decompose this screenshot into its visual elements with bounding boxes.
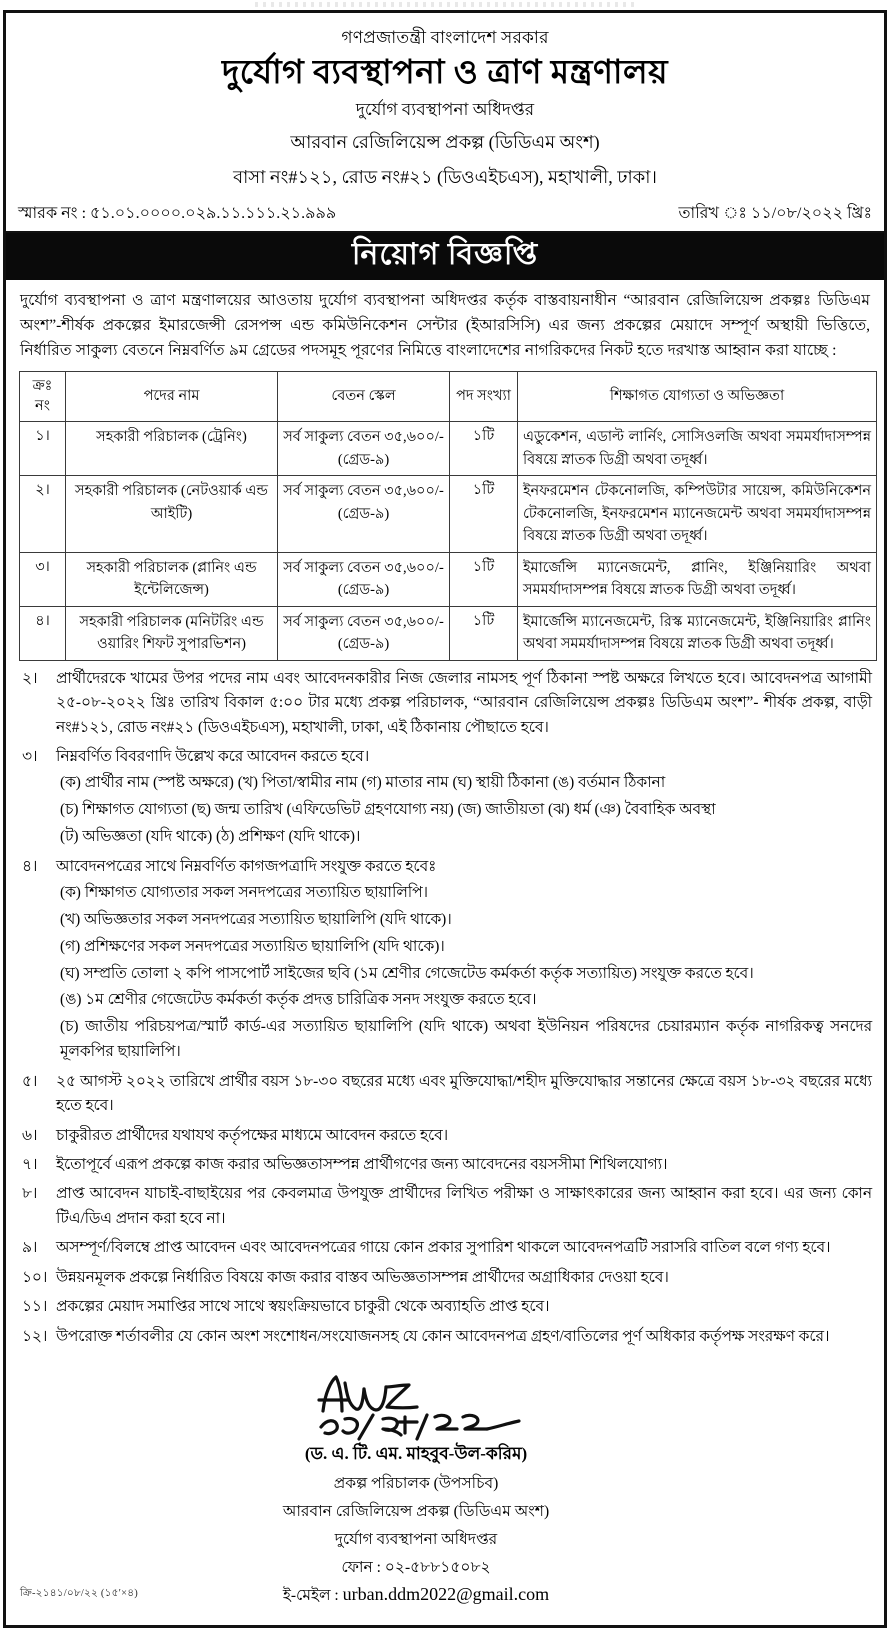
clause-number: ১০।: [22, 1268, 48, 1286]
clause-text: প্রাপ্ত আবেদন যাচাই-বাছাইয়ের পর কেবলমাত্র উপযুক্ত প্রার্থীদের লিখিত পরীক্ষা ও সাক্ষাৎকারের জন্য আহ্বান করা হবে। এর জন্য কোন টিএ/ডিএ প্রদান করা হবে না।: [56, 1185, 872, 1227]
scan-smudge: [255, 2, 635, 7]
contact-email-label: ই-মেইল :: [282, 1587, 343, 1605]
clause-item: [18, 1295, 872, 1319]
clause-item: [18, 1266, 872, 1290]
handwritten-signature: [18, 1367, 814, 1441]
cell-salary-scale: সর্ব সাকুল্য বেতন ৩৫,৬০০/- (গ্রেড-৯): [278, 606, 450, 660]
clause-number: ৪।: [22, 857, 38, 875]
cell-serial: ৩।: [20, 552, 66, 606]
column-header-qualification: শিক্ষাগত যোগ্যতা ও অভিজ্ঞতা: [518, 372, 877, 422]
contact-phone: ফোন : ০২-৫৮৮১৫০৮২: [341, 1559, 491, 1577]
table-row: [20, 476, 877, 552]
cell-post-name: সহকারী পরিচালক (মনিটরিং এন্ড ওয়ারিং শিফট সুপারভিশন): [66, 606, 278, 660]
clause-text: নিম্নবর্ণিত বিবরণাদি উল্লেখ করে আবেদন করতে হবে।: [56, 748, 370, 766]
office-address: বাসা নং#১২১, রোড নং#২১ (ডিওএইচএস), মহাখালী, ঢাকা।: [233, 166, 657, 187]
table-row: [20, 552, 877, 606]
clause-number: ১২।: [22, 1327, 48, 1345]
clause-item: [18, 667, 872, 740]
column-header-vacancy-count: পদ সংখ্যা: [450, 372, 518, 422]
clause-number: ২।: [22, 669, 38, 687]
posts-table-body: [20, 422, 877, 660]
clause-number: ৬।: [22, 1126, 38, 1144]
clause-number: ৯।: [22, 1239, 38, 1257]
print-code: ক্রি-২১৪১/০৮/২২ (১৫′×৪): [20, 1588, 138, 1599]
clause-item: [18, 1325, 872, 1349]
clause-subitem: (ঘ) সম্প্রতি তোলা ২ কপি পাসপোর্ট সাইজের ছবি (১ম শ্রেণীর গেজেটেড কর্মকর্তা কর্তৃক সত্যায়িত) সংযুক্ত করতে হবে।: [60, 964, 754, 982]
intro-paragraph: দুর্যোগ ব্যবস্থাপনা ও ত্রাণ মন্ত্রণালয়ের আওতায় দুর্যোগ ব্যবস্থাপনা অধিদপ্তর কর্তৃক বাস্তবায়নাধীন “আরবান রেজিলিয়েন্স প্রকল্পঃ ডিডিএম অংশ”-শীর্ষক প্রকল্পের ইমারজেন্সী রেসপন্স এন্ড কমিউনিকেশন সেন্টার (ইআরসিসি) এর জন্য প্রকল্পের মেয়াদে সম্পূর্ণ অস্থায়ী ভিত্তিতে, নির্ধারিত সাকুল্য বেতনে নিম্নবর্ণিত ৯ম গ্রেডের পদসমূহ পূরণের নিমিত্তে বাংলাদেশের নাগরিকদের নিকট হতে দরখাস্ত আহ্বান করা যাচ্ছে :: [20, 291, 870, 360]
ministry-title: দুর্যোগ ব্যবস্থাপনা ও ত্রাণ মন্ত্রণালয়: [221, 55, 669, 91]
cell-qualification: ইমার্জেন্সি ম্যানেজমেন্ট, প্লানিং, ইঞ্জিনিয়ারিং অথবা সমমর্যাদাসম্পন্ন বিষয়ে স্নাতক ডিগ্রী অথবা তদূর্ধ্ব।: [518, 552, 877, 606]
cell-qualification: এডুকেশন, এডাল্ট লার্নিং, সোসিওলজি অথবা সমমর্যাদাসম্পন্ন বিষয়ে স্নাতক ডিগ্রী অথবা তদূর্ধ্ব।: [518, 422, 877, 476]
cell-vacancy-count: ১টি: [450, 476, 518, 552]
government-line: গণপ্রজাতন্ত্রী বাংলাদেশ সরকার: [341, 28, 549, 47]
signatory-project: আরবান রেজিলিয়েন্স প্রকল্প (ডিডিএম অংশ): [282, 1503, 550, 1521]
column-header-salary-scale: বেতন স্কেল: [278, 372, 450, 422]
signatory-name: (ড. এ. টি. এম. মাহবুব-উল-করিম): [304, 1444, 528, 1464]
clause-text: উন্নয়নমূলক প্রকল্পে নির্ধারিত বিষয়ে কাজ করার বাস্তব অভিজ্ঞতাসম্পন্ন প্রার্থীদের অগ্রাধিকার দেওয়া হবে।: [56, 1268, 669, 1286]
clause-subitem: (ক) শিক্ষাগত যোগ্যতার সকল সনদপত্রের সত্যায়িত ছায়ালিপি।: [60, 884, 428, 902]
cell-salary-scale: সর্ব সাকুল্য বেতন ৩৫,৬০০/- (গ্রেড-৯): [278, 476, 450, 552]
cell-vacancy-count: ১টি: [450, 552, 518, 606]
clause-item: [18, 1124, 872, 1148]
clause-number: ১১।: [22, 1298, 48, 1316]
clause-text: ২৫ আগস্ট ২০২২ তারিখে প্রার্থীর বয়স ১৮-৩০ বছরের মধ্যে এবং মুক্তিযোদ্ধা/শহীদ মুক্তিযোদ্ধার সন্তানের ক্ষেত্রে বয়স ১৮-৩২ বছরের মধ্যে হতে হবে।: [56, 1072, 872, 1115]
clause-subitem: (খ) অভিজ্ঞতার সকল সনদপত্রের সত্যায়িত ছায়ালিপি (যদি থাকে)।: [60, 911, 452, 929]
contact-email-address: urban.ddm2022@gmail.com: [342, 1584, 550, 1605]
cell-qualification: ইনফরমেশন টেকনোলজি, কম্পিউটার সায়েন্স, কমিউনিকেশন টেকনোলজি, ইনফরমেশন ম্যানেজমেন্ট অথবা সমমর্যাদাসম্পন্ন বিষয়ে স্নাতক ডিগ্রী অথবা তদূর্ধ্ব।: [518, 476, 877, 552]
signature-block: [18, 1367, 872, 1609]
clause-subitem: (ঙ) ১ম শ্রেণীর গেজেটেড কর্মকর্তা কর্তৃক প্রদত্ত চারিত্রিক সনদ সংযুক্ত করতে হবে।: [60, 991, 537, 1009]
table-row: [20, 422, 877, 476]
column-header-serial: ক্রঃ নং: [20, 372, 66, 422]
clause-subitem: (গ) প্রশিক্ষণের সকল সনদপত্রের সত্যায়িত ছায়ালিপি (যদি থাকে)।: [60, 937, 445, 955]
clause-text: প্রার্থীদেরকে খামের উপর পদের নাম এবং আবেদনকারীর নিজ জেলার নামসহ পূর্ণ ঠিকানা স্পষ্ট অক্ষরে লিখতে হবে। আবেদনপত্র আগামী ২৫-০৮-২০২২ খ্রিঃ তারিখ বিকাল ৫:০০ টার মধ্যে প্রকল্প পরিচালক, “আরবান রেজিলিয়েন্স প্রকল্পঃ ডিডিএম অংশ”- শীর্ষক প্রকল্প, বাড়ী নং#১২১, রোড নং#২১ (ডিওএইচএস), মহাখালী, ঢাকা, এই ঠিকানায় পৌছাতে হবে।: [56, 669, 872, 736]
clause-item: [18, 1070, 872, 1119]
clause-subitem: (ট) অভিজ্ঞতা (যদি থাকে) (ঠ) প্রশিক্ষণ (যদি থাকে)।: [60, 828, 361, 846]
clause-subitem: (চ) শিক্ষাগত যোগ্যতা (ছ) জন্ম তারিখ (এফিডেভিট গ্রহণযোগ্য নয়) (জ) জাতীয়তা (ঝ) ধর্ম (ঞ) বৈবাহিক অবস্থা: [60, 801, 716, 819]
clause-text: অসম্পূর্ণ/বিলম্বে প্রাপ্ত আবেদন এবং আবেদনপত্রের গায়ে কোন প্রকার সুপারিশ থাকলে আবেদনপত্রটি সরাসরি বাতিল বলে গণ্য হবে।: [56, 1239, 831, 1257]
clause-item: [18, 745, 872, 769]
clause-text: আবেদনপত্রের সাথে নিম্নবর্ণিত কাগজপত্রাদি সংযুক্ত করতে হবেঃ: [56, 857, 437, 875]
cell-vacancy-count: ১টি: [450, 606, 518, 660]
clause-subitem: (চ) জাতীয় পরিচয়পত্র/স্মার্ট কার্ড-এর সত্যায়িত ছায়ালিপি (যদি থাকে) অথবা ইউনিয়ন পরিষদের চেয়ারম্যান কর্তৃক নাগরিকত্ব সনদের মূলকপির ছায়ালিপি।: [60, 1018, 872, 1060]
cell-serial: ২।: [20, 476, 66, 552]
cell-salary-scale: সর্ব সাকুল্য বেতন ৩৫,৬০০/- (গ্রেড-৯): [278, 552, 450, 606]
posts-table: [19, 371, 877, 660]
cell-serial: ৪।: [20, 606, 66, 660]
clause-item: [18, 1236, 872, 1260]
cell-salary-scale: সর্ব সাকুল্য বেতন ৩৫,৬০০/- (গ্রেড-৯): [278, 422, 450, 476]
table-row: [20, 606, 877, 660]
cell-serial: ১।: [20, 422, 66, 476]
clause-text: উপরোক্ত শর্তাবলীর যে কোন অংশ সংশোধন/সংযোজনসহ যে কোন আবেদনপত্র গ্রহণ/বাতিলের পূর্ণ অধিকার কর্তৃপক্ষ সংরক্ষণ করে।: [56, 1327, 830, 1345]
clause-number: ৭।: [22, 1156, 38, 1174]
notice-banner-title: নিয়োগ বিজ্ঞপ্তি: [6, 233, 884, 280]
cell-qualification: ইমার্জেন্সি ম্যানেজমেন্ট, রিস্ক ম্যানেজমেন্ট, ইঞ্জিনিয়ারিং প্লানিং অথবা সমমর্যাদাসম্পন্ন বিষয়ে স্নাতক ডিগ্রী অথবা তদূর্ধ্ব।: [518, 606, 877, 660]
department-name: দুর্যোগ ব্যবস্থাপনা অধিদপ্তর: [355, 99, 535, 119]
signatory-department: দুর্যোগ ব্যবস্থাপনা অধিদপ্তর: [334, 1531, 498, 1549]
clause-subitem: (ক) প্রার্থীর নাম (স্পষ্ট অক্ষরে) (খ) পিতা/স্বামীর নাম (গ) মাতার নাম (ঘ) স্থায়ী ঠিকানা (ঙ) বর্তমান ঠিকানা: [60, 774, 666, 792]
cell-vacancy-count: ১টি: [450, 422, 518, 476]
clause-text: চাকুরীরত প্রার্থীদের যথাযথ কর্তৃপক্ষের মাধ্যমে আবেদন করতে হবে।: [56, 1126, 449, 1144]
cell-post-name: সহকারী পরিচালক (নেটওয়ার্ক এন্ড আইটি): [66, 476, 278, 552]
circular-border-frame: [3, 10, 887, 1628]
project-name: আরবান রেজিলিয়েন্স প্রকল্প (ডিডিএম অংশ): [290, 131, 600, 152]
clause-number: ৫।: [22, 1072, 38, 1090]
clause-item: [18, 855, 872, 879]
signatory-role: প্রকল্প পরিচালক (উপসচিব): [333, 1475, 499, 1493]
clause-item: [18, 1182, 872, 1231]
memo-date-row: [6, 200, 884, 233]
column-header-post-name: পদের নাম: [66, 372, 278, 422]
cell-post-name: সহকারী পরিচালক (ট্রেনিং): [66, 422, 278, 476]
clause-number: ৩।: [22, 748, 38, 766]
table-header-row: [20, 372, 877, 422]
clause-text: প্রকল্পের মেয়াদ সমাপ্তির সাথে সাথে স্বয়ংক্রিয়ভাবে চাকুরী থেকে অব্যাহতি প্রাপ্ত হবে।: [56, 1298, 550, 1316]
clause-item: [18, 1153, 872, 1177]
memo-date: তারিখ ঃ ১১/০৮/২০২২ খ্রিঃ: [678, 204, 872, 222]
cell-post-name: সহকারী পরিচালক (প্লানিং এন্ড ইন্টেলিজেন্স): [66, 552, 278, 606]
clause-text: ইতোপূর্বে এরূপ প্রকল্পে কাজ করার অভিজ্ঞতাসম্পন্ন প্রার্থীগণের জন্য আবেদনের বয়সসীমা শিথিলযোগ্য।: [56, 1156, 668, 1174]
clause-number: ৮।: [22, 1185, 38, 1203]
memo-number: স্মারক নং : ৫১.০১.০০০০.০২৯.১১.১১১.২১.৯৯৯: [18, 204, 337, 222]
